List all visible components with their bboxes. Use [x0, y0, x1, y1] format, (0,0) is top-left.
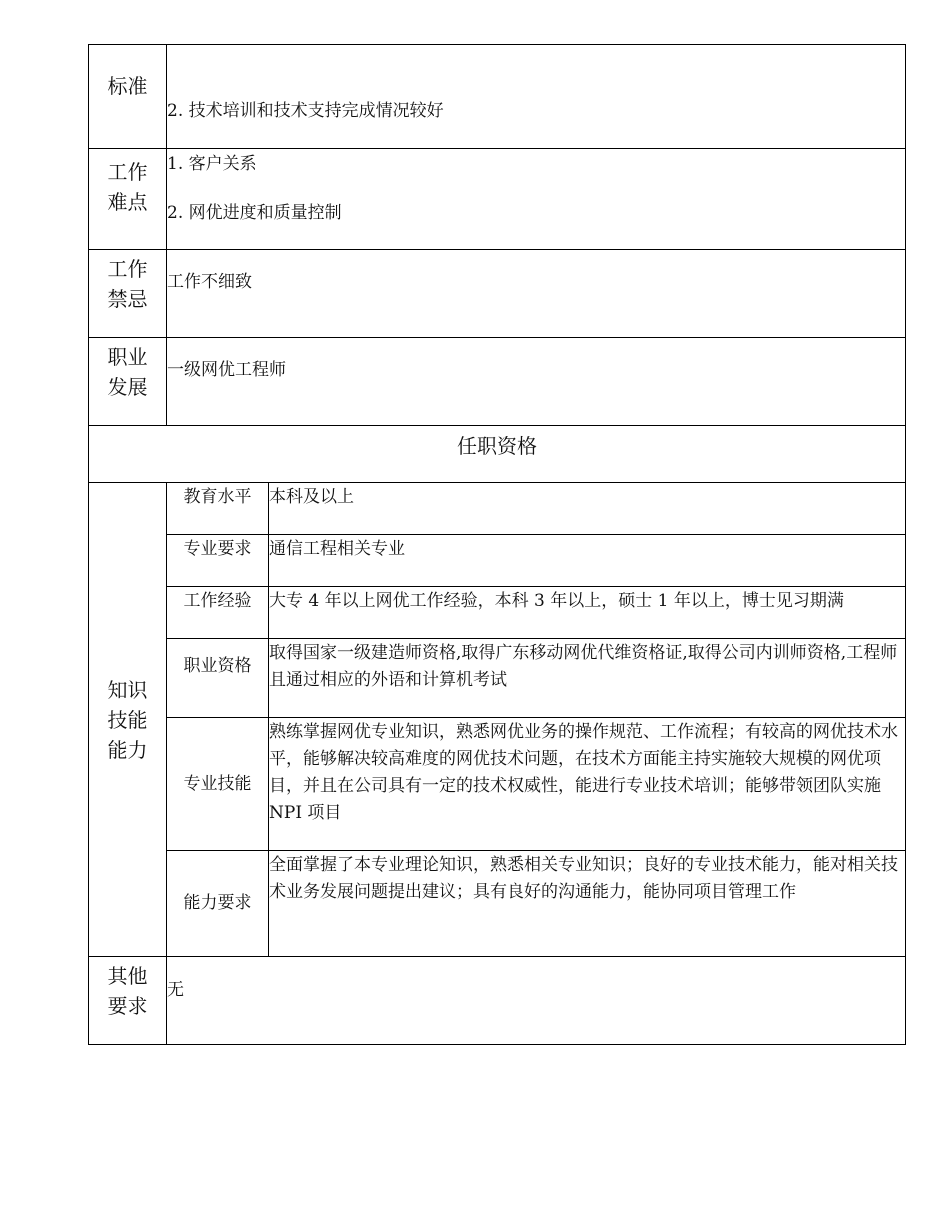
knowledge-row	[89, 639, 906, 718]
taboo-row	[89, 250, 906, 338]
knowledge-label-line: 能力	[107, 737, 148, 762]
taboo-label-line: 禁忌	[107, 287, 148, 311]
other-label-line: 其他	[107, 964, 148, 988]
experience-label: 工作经验	[183, 591, 252, 611]
career-content-cell	[167, 338, 906, 426]
qualification-label-cell	[167, 639, 269, 718]
other-label-cell	[89, 957, 167, 1045]
qualification-value-cell	[269, 639, 906, 718]
taboo-content-cell	[167, 250, 906, 338]
difficulty-line: 1. 客户关系	[167, 154, 257, 174]
other-text: 无	[167, 980, 184, 1000]
difficulty-row	[89, 149, 906, 250]
knowledge-label-cell	[89, 483, 167, 957]
skills-value: 熟练掌握网优专业知识，熟悉网优业务的操作规范、工作流程；有较高的网优技术水平，能够解决较高难度的网优技术问题，在技术方面能主持实施较大规模的网优项目，并且在公司具有一定的技术权威性，能进行专业技术培训；能够带领团队实施 NPI 项目	[269, 722, 898, 823]
education-label-cell	[167, 483, 269, 535]
qualification-header-row	[89, 426, 906, 483]
career-label-line: 职业	[107, 345, 148, 369]
taboo-label-cell	[89, 250, 167, 338]
major-label: 专业要求	[183, 539, 252, 559]
career-label-cell	[89, 338, 167, 426]
ability-value-cell	[269, 851, 906, 957]
ability-label-cell	[167, 851, 269, 957]
major-value: 通信工程相关专业	[269, 539, 405, 559]
skills-value-cell	[269, 718, 906, 851]
standard-line: 2. 技术培训和技术支持完成情况较好	[167, 101, 444, 121]
qualification-header-cell	[89, 426, 906, 483]
knowledge-row	[89, 483, 906, 535]
education-value: 本科及以上	[269, 487, 354, 507]
taboo-text: 工作不细致	[167, 272, 252, 292]
difficulty-label-line: 难点	[107, 190, 148, 214]
career-label-line: 发展	[107, 375, 148, 399]
knowledge-row	[89, 851, 906, 957]
major-label-cell	[167, 535, 269, 587]
skills-label: 专业技能	[183, 773, 252, 794]
standard-content-cell	[167, 45, 906, 149]
other-content-cell	[167, 957, 906, 1045]
difficulty-content-cell	[167, 149, 906, 250]
knowledge-row	[89, 587, 906, 639]
knowledge-row	[89, 535, 906, 587]
knowledge-label-line: 知识	[107, 677, 148, 702]
difficulty-label-cell	[89, 149, 167, 250]
education-label: 教育水平	[183, 487, 252, 507]
standard-row	[89, 45, 906, 149]
other-label-line: 要求	[107, 994, 148, 1018]
other-row	[89, 957, 906, 1045]
qualification-value: 取得国家一级建造师资格,取得广东移动网优代维资格证,取得公司内训师资格,工程师且通过相应的外语和计算机考试	[269, 643, 898, 690]
difficulty-label-line: 工作	[107, 160, 148, 184]
education-value-cell	[269, 483, 906, 535]
section-title: 任职资格	[457, 434, 537, 458]
knowledge-row	[89, 718, 906, 851]
difficulty-line: 2. 网优进度和质量控制	[167, 203, 342, 223]
skills-label-cell	[167, 718, 269, 851]
experience-value-cell	[269, 587, 906, 639]
ability-label: 能力要求	[183, 893, 252, 913]
qualification-label: 职业资格	[183, 656, 252, 676]
career-row	[89, 338, 906, 426]
experience-label-cell	[167, 587, 269, 639]
job-description-table	[88, 44, 906, 1045]
experience-value: 大专 4 年以上网优工作经验，本科 3 年以上，硕士 1 年以上，博士见习期满	[269, 591, 844, 611]
taboo-label-line: 工作	[107, 257, 148, 281]
career-text: 一级网优工程师	[167, 360, 286, 380]
knowledge-label-line: 技能	[107, 707, 148, 732]
standard-label-cell	[89, 45, 167, 149]
major-value-cell	[269, 535, 906, 587]
standard-label: 标准	[107, 74, 148, 98]
ability-value: 全面掌握了本专业理论知识，熟悉相关专业知识；良好的专业技术能力，能对相关技术业务发展问题提出建议；具有良好的沟通能力，能协同项目管理工作	[269, 855, 898, 902]
